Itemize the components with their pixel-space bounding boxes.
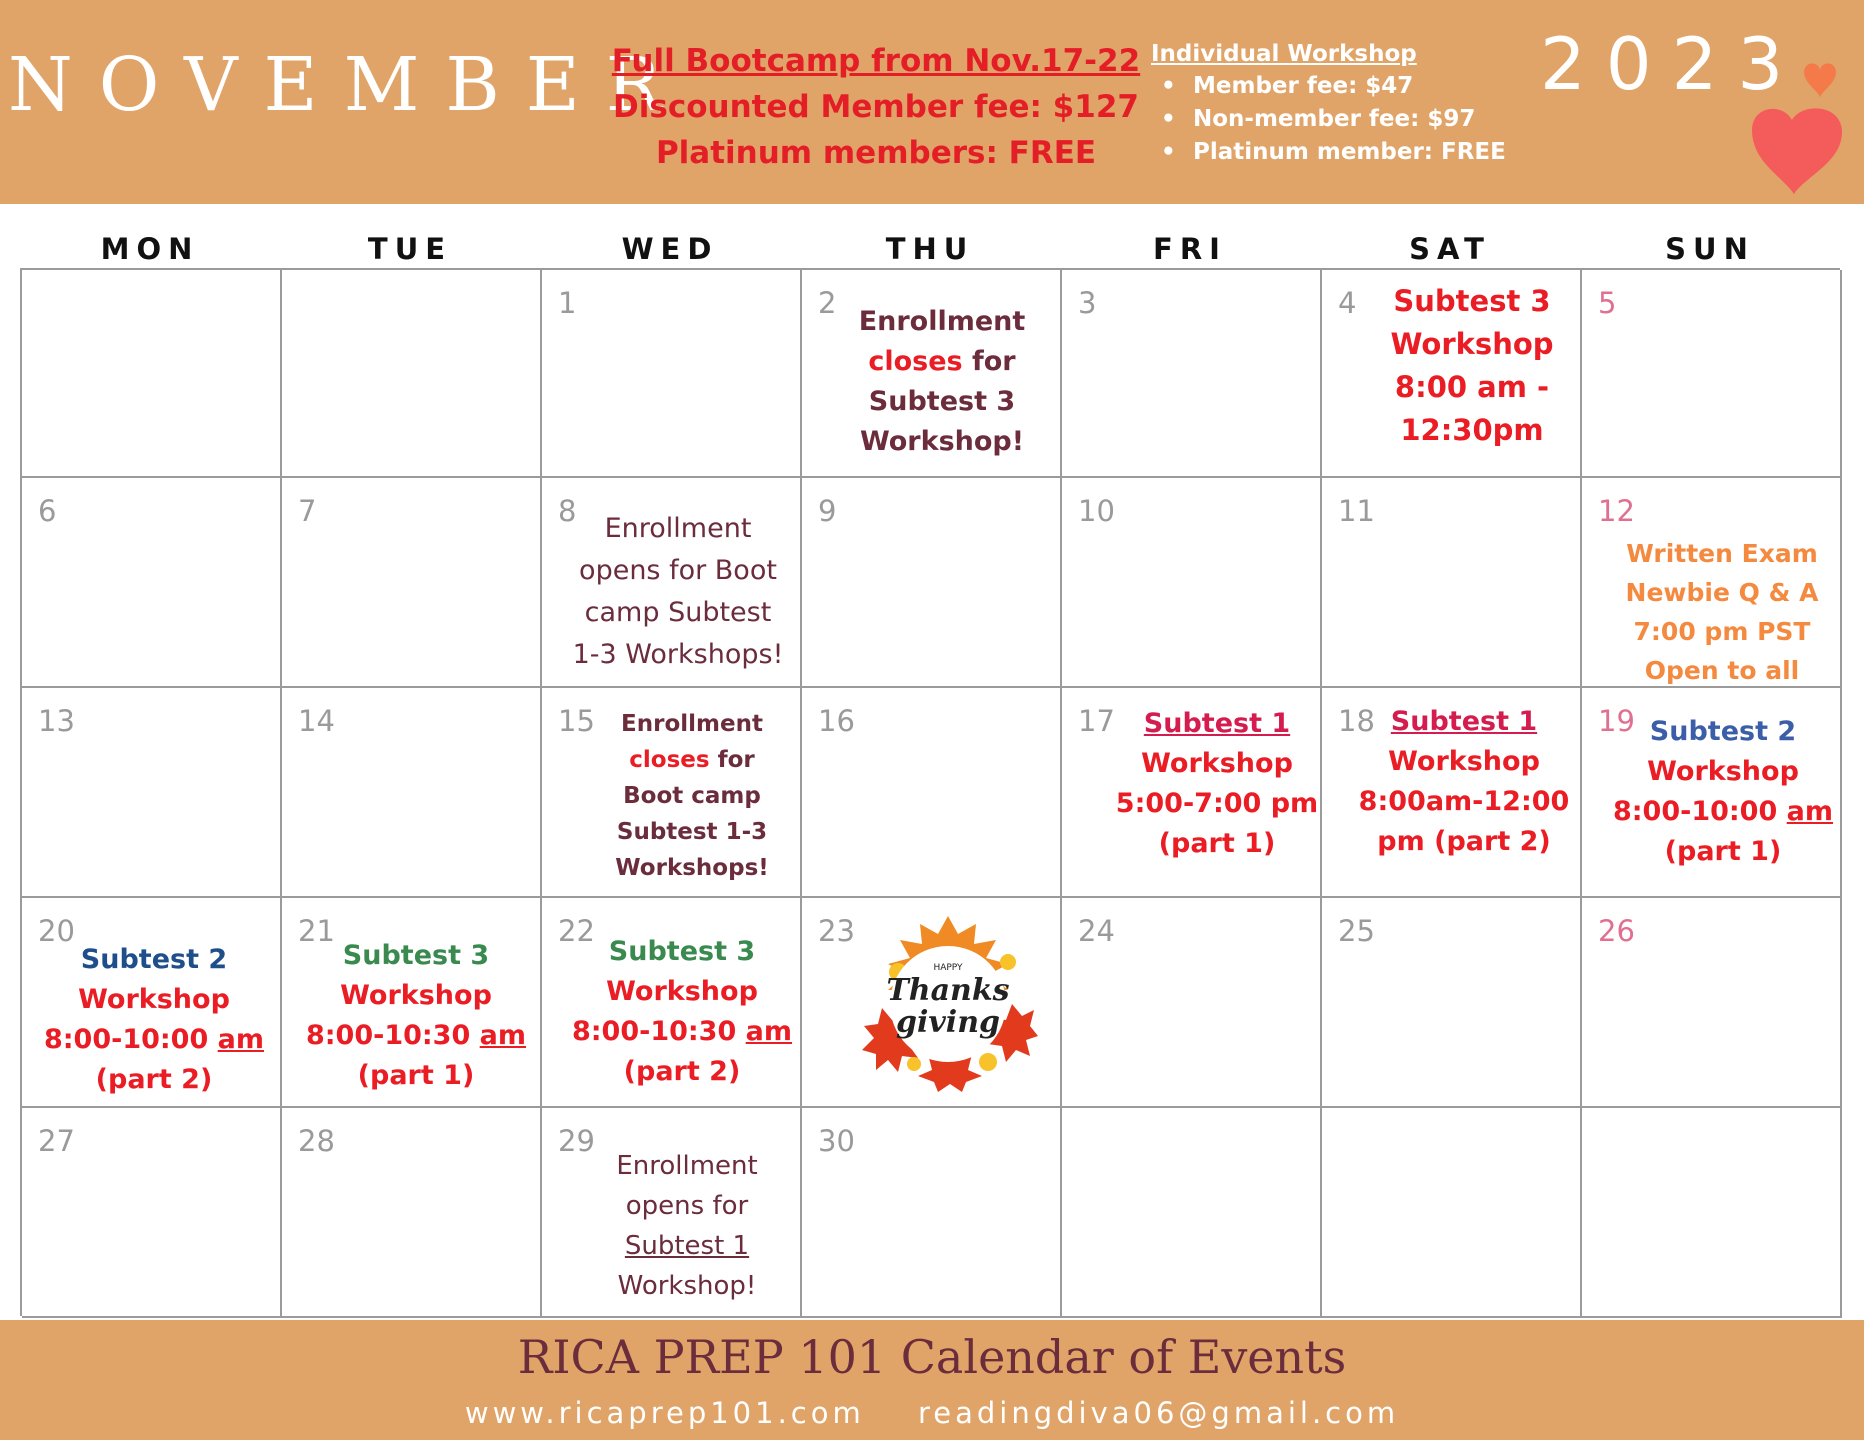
event-subtest1-workshop-part1: Subtest 1 Workshop 5:00-7:00 pm (part 1) [1115, 708, 1319, 859]
day-cell-6 [22, 478, 282, 688]
bootcamp-dates: Full Bootcamp from Nov.17-22 [611, 43, 1141, 79]
weekday-fri: FRI [1153, 232, 1227, 266]
day-number: 13 [38, 704, 75, 738]
footer-title: RICA PREP 101 Calendar of Events [517, 1330, 1347, 1384]
day-number: 9 [818, 494, 837, 528]
day-cell-3 [1062, 270, 1322, 478]
day-cell-22 [542, 898, 802, 1108]
footer-contact [0, 1396, 1864, 1430]
day-number: 7 [298, 494, 317, 528]
day-number: 29 [558, 1124, 595, 1158]
day-number: 23 [818, 914, 855, 948]
weekday-tue: TUE [367, 232, 453, 266]
day-cell-26 [1582, 898, 1842, 1108]
day-number: 25 [1338, 914, 1375, 948]
event-subtest3-workshop-part2: Subtest 3 Workshop 8:00-10:30 am (part 2) [571, 936, 793, 1087]
day-cell-18 [1322, 688, 1582, 898]
day-cell-17 [1062, 688, 1322, 898]
website-link[interactable]: www.ricaprep101.com [464, 1396, 865, 1430]
event-enrollment-closes-subtest3: Enrollment closes for Subtest 3 Workshop! [858, 306, 1026, 457]
day-cell-28 [282, 1108, 542, 1318]
day-cell-4 [1322, 270, 1582, 478]
event-enrollment-opens-subtest1: Enrollment opens for Subtest 1 Workshop! [616, 1151, 758, 1301]
event-subtest3-workshop-part1: Subtest 3 Workshop 8:00-10:30 am (part 1) [305, 940, 527, 1091]
day-number: 14 [298, 704, 335, 738]
day-number: 27 [38, 1124, 75, 1158]
bootcamp-platinum-fee: Platinum members: FREE [655, 135, 1097, 171]
day-cell-13 [22, 688, 282, 898]
event-subtest1-workshop-part2: Subtest 1 Workshop 8:00am-12:00 pm (part 2) [1358, 706, 1570, 857]
day-cell-16 [802, 688, 1062, 898]
event-written-exam-qa: Written Exam Newbie Q & A 7:00 pm PST Open to all [1625, 539, 1819, 685]
weekday-sun: SUN [1665, 232, 1755, 266]
day-cell-30 [802, 1108, 1062, 1318]
month-title: NOVEMBER [8, 42, 688, 128]
day-number: 16 [818, 704, 855, 738]
day-cell-20 [22, 898, 282, 1108]
weekday-header [20, 232, 1840, 268]
day-cell-empty [22, 270, 282, 478]
non-member-fee: • Non-member fee: $97 [1151, 103, 1511, 136]
day-number: 20 [38, 914, 75, 948]
day-cell-11 [1322, 478, 1582, 688]
day-cell-1 [542, 270, 802, 478]
event-subtest2-workshop-part2: Subtest 2 Workshop 8:00-10:00 am (part 2) [43, 944, 265, 1095]
day-cell-2 [802, 270, 1062, 478]
day-number: 8 [558, 494, 577, 528]
day-number: 17 [1078, 704, 1115, 738]
day-number: 22 [558, 914, 595, 948]
day-number: 15 [558, 704, 595, 738]
day-cell-12 [1582, 478, 1842, 688]
header-banner [0, 0, 1864, 204]
day-cell-27 [22, 1108, 282, 1318]
day-number: 19 [1598, 704, 1635, 738]
day-number: 3 [1078, 286, 1097, 320]
weekday-mon: MON [100, 232, 200, 266]
day-cell-8 [542, 478, 802, 688]
bootcamp-member-fee: Discounted Member fee: $127 [613, 89, 1139, 125]
weekday-thu: THU [885, 232, 975, 266]
thanksgiving-giving-text: giving [896, 1005, 1000, 1040]
event-subtest2-workshop-part1: Subtest 2 Workshop 8:00-10:00 am (part 1) [1612, 716, 1834, 867]
day-cell-10 [1062, 478, 1322, 688]
day-number: 30 [818, 1124, 855, 1158]
day-number: 18 [1338, 704, 1375, 738]
footer-banner [0, 1320, 1864, 1440]
day-number: 6 [38, 494, 57, 528]
day-number: 11 [1338, 494, 1375, 528]
day-cell-empty [1322, 1108, 1582, 1318]
year-title: 2023 [1540, 22, 1804, 106]
day-cell-5 [1582, 270, 1842, 478]
day-cell-empty [1062, 1108, 1322, 1318]
weekday-sat: SAT [1409, 232, 1491, 266]
hearts-icon [1746, 58, 1856, 198]
day-cell-24 [1062, 898, 1322, 1108]
thanksgiving-leaves-icon [858, 912, 1038, 1092]
day-cell-21 [282, 898, 542, 1108]
day-cell-empty [1582, 1108, 1842, 1318]
thanksgiving-happy-text: HAPPY [933, 963, 963, 973]
calendar-grid [20, 268, 1840, 1316]
day-number: 1 [558, 286, 577, 320]
individual-workshop-fees [1151, 38, 1511, 169]
event-enrollment-closes-bootcamp: Enrollment closes for Boot camp Subtest 1-3 Workshops! [615, 711, 769, 881]
email-link[interactable]: readingdiva06@gmail.com [917, 1396, 1400, 1430]
day-number: 2 [818, 286, 837, 320]
day-cell-14 [282, 688, 542, 898]
day-cell-empty [282, 270, 542, 478]
day-cell-19 [1582, 688, 1842, 898]
day-number: 5 [1598, 286, 1617, 320]
member-fee: • Member fee: $47 [1151, 70, 1511, 103]
day-number: 12 [1598, 494, 1635, 528]
day-cell-7 [282, 478, 542, 688]
day-cell-15 [542, 688, 802, 898]
day-number: 4 [1338, 286, 1357, 320]
day-number: 26 [1598, 914, 1635, 948]
bootcamp-promo [600, 38, 1152, 176]
weekday-wed: WED [621, 232, 719, 266]
day-cell-9 [802, 478, 1062, 688]
day-cell-29 [542, 1108, 802, 1318]
event-enrollment-opens-bootcamp: Enrollment opens for Boot camp Subtest 1-3 Workshops! [572, 513, 784, 670]
day-number: 24 [1078, 914, 1115, 948]
platinum-member-fee: • Platinum member: FREE [1151, 136, 1511, 169]
day-number: 10 [1078, 494, 1115, 528]
event-subtest3-workshop: Subtest 3 Workshop 8:00 am - 12:30pm [1390, 284, 1554, 447]
day-number: 28 [298, 1124, 335, 1158]
day-number: 21 [298, 914, 335, 948]
individual-workshop-title: Individual Workshop [1151, 41, 1417, 67]
thanksgiving-thanks-text: Thanks [886, 973, 1010, 1008]
day-cell-25 [1322, 898, 1582, 1108]
